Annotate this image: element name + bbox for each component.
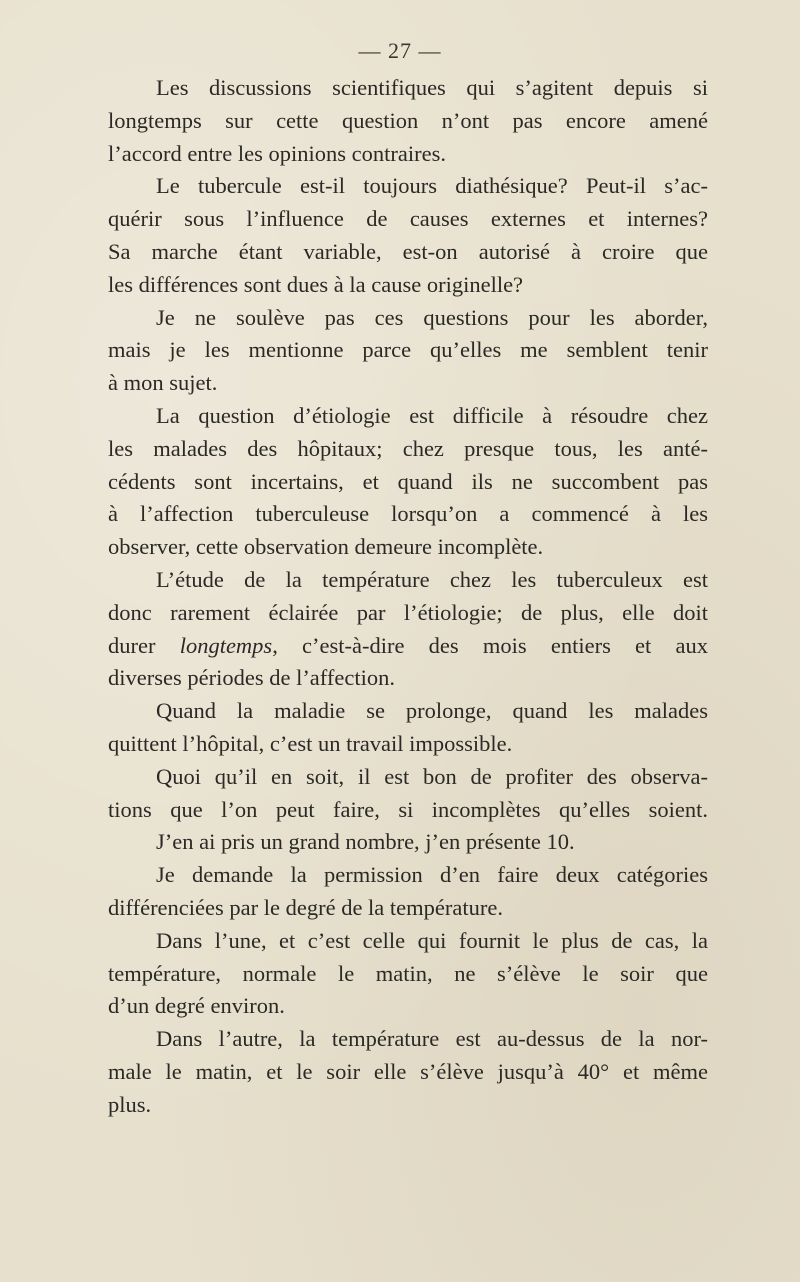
text-line: Sa marche étant variable, est-on autorisé à croire que (108, 238, 708, 264)
text-line: à l’affection tuberculeuse lorsqu’on a commencé à les (108, 501, 708, 527)
text-line: La question d’étiologie est difficile à résoudre chez (156, 402, 708, 428)
text-line: Le tubercule est-il toujours diathésique? Peut-il s’ac- (156, 173, 708, 199)
text-line: Dans l’autre, la température est au-dessus de la nor- (156, 1026, 708, 1052)
text-line: plus. (108, 1091, 152, 1117)
text-segment: durer (108, 632, 180, 658)
text-line: cédents sont incertains, et quand ils ne succombent pas (108, 468, 708, 494)
text-line: quittent l’hôpital, c’est un travail impossible. (108, 730, 513, 756)
text-line: d’un degré environ. (108, 993, 285, 1019)
text-line: longtemps sur cette question n’ont pas encore amené (108, 107, 708, 133)
text-line: J’en ai pris un grand nombre, j’en présente 10. (156, 829, 575, 855)
text-line: quérir sous l’influence de causes externes et internes? (108, 206, 708, 232)
text-line: Je demande la permission d’en faire deux catégories (156, 862, 708, 888)
text-line: Quand la maladie se prolonge, quand les malades (156, 698, 708, 724)
text-line: Dans l’une, et c’est celle qui fournit le plus de cas, la (156, 927, 708, 953)
text-segment: , c’est-à-dire des mois entiers et aux (272, 632, 708, 658)
text-line: l’accord entre les opinions contraires. (108, 140, 446, 166)
italic-word: longtemps (179, 632, 273, 658)
text-line: tions que l’on peut faire, si incomplètes qu’elles soient. (108, 796, 708, 822)
text-line: male le matin, et le soir elle s’élève jusqu’à 40° et même (108, 1058, 708, 1084)
text-line: diverses périodes de l’affection. (108, 665, 395, 691)
body-text (108, 72, 708, 1122)
text-line: les malades des hôpitaux; chez presque tous, les anté- (108, 435, 708, 461)
text-line: Les discussions scientifiques qui s’agitent depuis si (156, 75, 708, 100)
page-number: — 27 — (358, 38, 442, 63)
text-line: donc rarement éclairée par l’étiologie; de plus, elle doit (108, 599, 708, 625)
text-line: différenciées par le degré de la température. (108, 894, 503, 920)
text-line (108, 630, 708, 663)
text-line: observer, cette observation demeure incomplète. (108, 534, 544, 560)
text-line: Je ne soulève pas ces questions pour les aborder, (156, 304, 708, 330)
text-line: les différences sont dues à la cause originelle? (108, 271, 524, 297)
text-line: L’étude de la température chez les tuberculeux est (156, 566, 708, 592)
text-line: Quoi qu’il en soit, il est bon de profiter des observa- (156, 763, 708, 789)
text-line: à mon sujet. (108, 370, 218, 396)
text-line: température, normale le matin, ne s’élève le soir que (108, 960, 708, 986)
text-line: mais je les mentionne parce qu’elles me semblent tenir (108, 337, 708, 363)
